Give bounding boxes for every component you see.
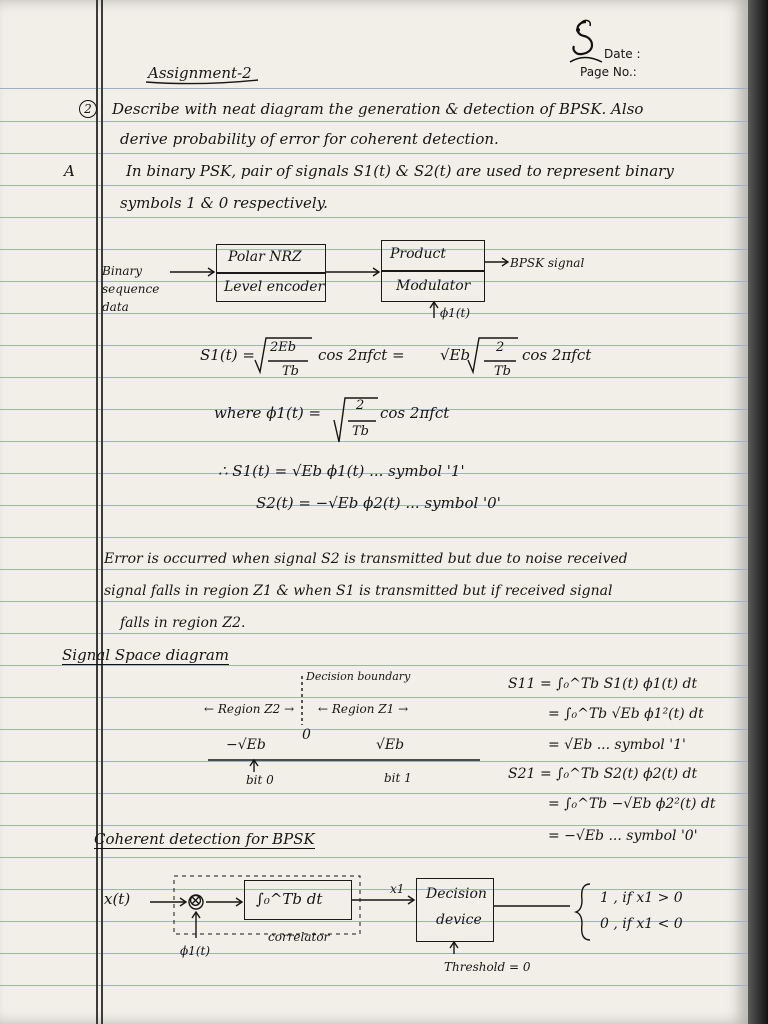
s11-line-3: = √Eb ... symbol '1' bbox=[548, 737, 686, 753]
modulator-label: Modulator bbox=[396, 278, 471, 294]
s21-line-1: = ∫₀^Tb S2(t) ϕ2(t) dt bbox=[540, 766, 698, 782]
question-line-1: Describe with neat diagram the generation & detection of BPSK. Also bbox=[112, 100, 644, 118]
answer-line-2: symbols 1 & 0 respectively. bbox=[120, 194, 328, 212]
integrator-label: ∫₀^Tb dt bbox=[256, 890, 323, 908]
multiplier-symbol: ⊗ bbox=[188, 890, 204, 911]
correlator-label: correlator bbox=[268, 930, 330, 944]
carrier-label: ϕ1(t) bbox=[440, 306, 470, 320]
s1-tail: cos 2πfct bbox=[522, 346, 592, 364]
s1-symbol-equation: ∴ S1(t) = √Eb ϕ1(t) ... symbol '1' bbox=[218, 462, 465, 480]
assignment-title: Assignment-2 bbox=[148, 64, 252, 82]
threshold-label: Threshold = 0 bbox=[444, 960, 531, 974]
s11-line-1: = ∫₀^Tb S1(t) ϕ1(t) dt bbox=[540, 676, 698, 692]
s21-line-3: = −√Eb ... symbol '0' bbox=[548, 828, 698, 844]
s21-line-2: = ∫₀^Tb −√Eb ϕ2²(t) dt bbox=[548, 796, 716, 812]
decision-label: Decision bbox=[426, 886, 487, 902]
s1-sqrt-eb: √Eb bbox=[440, 346, 471, 364]
neg-sqrt-eb-point: −√Eb bbox=[226, 737, 266, 753]
region-z1-label: ← Region Z1 → bbox=[318, 702, 409, 716]
output-1-condition: 1 , if x1 > 0 bbox=[600, 890, 683, 906]
s11-label: S11 bbox=[508, 676, 536, 692]
page-edge-shadow bbox=[748, 0, 768, 1024]
s1-middle: cos 2πfct = bbox=[318, 346, 405, 364]
coherent-detection-heading: Coherent detection for BPSK bbox=[94, 830, 315, 848]
error-text-line-1: Error is occurred when signal S2 is transmitted but due to noise received bbox=[104, 551, 628, 567]
s1-denominator-2: Tb bbox=[494, 364, 511, 379]
answer-line-1: In binary PSK, pair of signals S1(t) & S2(t) are used to represent binary bbox=[126, 162, 674, 180]
binary-input-label: Binary sequence data bbox=[102, 264, 160, 314]
error-text-line-2: signal falls in region Z1 & when S1 is transmitted but if received signal bbox=[104, 583, 613, 599]
question-line-2: derive probability of error for coherent detection. bbox=[120, 130, 499, 148]
phi-lhs: where ϕ1(t) = bbox=[214, 404, 322, 422]
device-label: device bbox=[436, 912, 482, 928]
s1-lhs: S1(t) = bbox=[200, 346, 255, 364]
s1-numerator: 2Eb bbox=[270, 340, 297, 355]
phi-tail: cos 2πfct bbox=[380, 404, 450, 422]
pos-sqrt-eb-point: √Eb bbox=[376, 737, 405, 753]
bit1-label: bit 1 bbox=[384, 771, 412, 785]
question-number: 2 bbox=[79, 100, 97, 118]
signal-space-heading: Signal Space diagram bbox=[62, 646, 229, 664]
x1-label: x1 bbox=[390, 882, 405, 896]
phi-denominator: Tb bbox=[352, 424, 369, 439]
phi-reference-label: ϕ1(t) bbox=[180, 944, 210, 958]
answer-marker: A bbox=[64, 162, 75, 180]
polar-nrz-label: Polar NRZ bbox=[228, 249, 302, 265]
s21-label: S21 bbox=[508, 766, 536, 782]
input-xt-label: x(t) bbox=[104, 890, 131, 908]
s1-numerator-2: 2 bbox=[496, 340, 505, 355]
level-encoder-label: Level encoder bbox=[224, 279, 325, 295]
error-text-line-3: falls in region Z2. bbox=[120, 615, 246, 631]
s11-line-2: = ∫₀^Tb √Eb ϕ1²(t) dt bbox=[548, 706, 704, 722]
s2-symbol-equation: S2(t) = −√Eb ϕ2(t) ... symbol '0' bbox=[256, 494, 501, 512]
decision-boundary-label: Decision boundary bbox=[306, 670, 411, 683]
region-z2-label: ← Region Z2 → bbox=[204, 702, 295, 716]
output-0-condition: 0 , if x1 < 0 bbox=[600, 916, 683, 932]
bpsk-output-label: BPSK signal bbox=[510, 256, 585, 270]
bit0-label: bit 0 bbox=[246, 773, 274, 787]
phi-numerator: 2 bbox=[356, 398, 365, 413]
origin-label: 0 bbox=[302, 727, 311, 743]
page-number-label: Page No.: bbox=[580, 65, 637, 79]
s1-denominator: Tb bbox=[282, 364, 299, 379]
date-label: Date : bbox=[604, 47, 641, 61]
product-label: Product bbox=[390, 246, 446, 262]
